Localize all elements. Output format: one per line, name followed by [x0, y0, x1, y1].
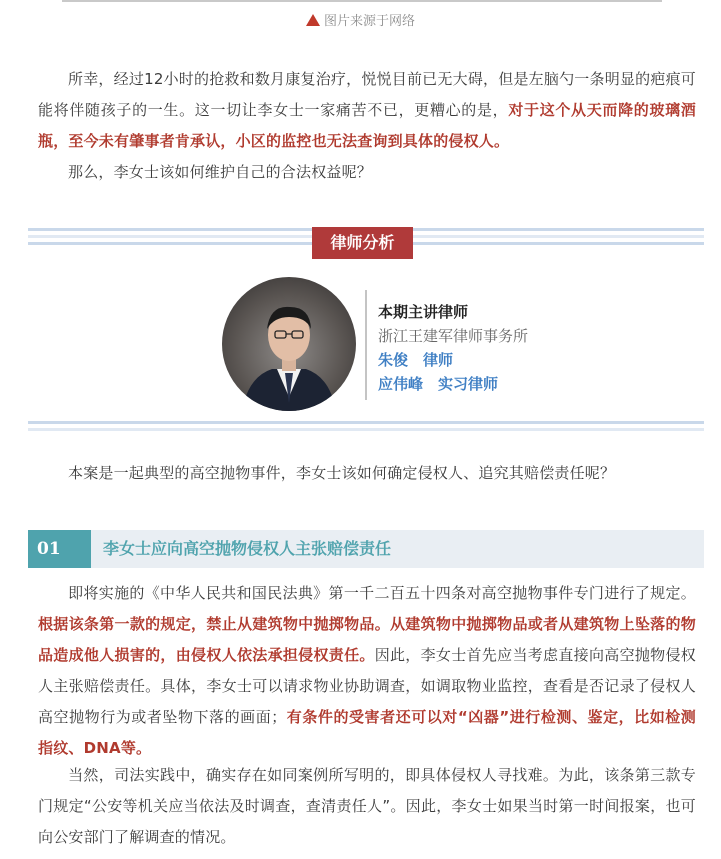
section-number: 01: [28, 530, 91, 568]
paragraph-4: 当然，司法实践中，确实存在如同案例所写明的，即具体侵权人寻找难。为此，该条第三款专门规定“公安等机关应当依法及时调查，查清责任人”。因此，李女士如果当时第一时间报案，也可向公安部门了解调查的情况。: [38, 766, 696, 846]
avatar-photo-icon: [222, 277, 356, 411]
highlight-text: 对于这个从天而降的玻璃酒瓶，至今未有肇事者肯承认，小区的监控也无法查询到具体的侵权人。: [38, 101, 696, 150]
law-firm: 浙江王建军律师事务所: [378, 327, 529, 345]
triangle-icon: [306, 14, 320, 26]
section-stripes-bottom: [28, 421, 704, 435]
lawyer-name-1: 朱俊 律师: [378, 351, 454, 369]
intro-paragraph: 本案是一起典型的高空抛物事件，李女士该如何确定侵权人、追究其赔偿责任呢？: [68, 464, 616, 482]
highlight-text: 根据该条第一款的规定，禁止从建筑物中抛掷物品。从建筑物中抛掷物品或者从建筑物上坠落的物品造成他人损害的，由侵权人依法承担侵权责任。: [38, 615, 696, 664]
lawyer-heading: 本期主讲律师: [378, 303, 469, 321]
lawyer-avatar: [222, 277, 356, 411]
analysis-badge: 律师分析: [312, 227, 413, 259]
paragraph-2: 那么，李女士该如何维护自己的合法权益呢？: [68, 163, 373, 181]
vertical-divider: [365, 290, 367, 400]
section-header: [28, 530, 704, 568]
paragraph-1: 所幸，经过12小时的抢救和数月康复治疗，悦悦目前已无大碍，但是左脑勺一条明显的疤痕可能将伴随孩子的一生。这一切让李女士一家痛苦不已，更糟心的是，对于这个从天而降的玻璃酒瓶，至今未有肇事者肯承认，小区的监控也无法查询到具体的侵权人。: [38, 70, 696, 150]
paragraph-3: 即将实施的《中华人民共和国民法典》第一千二百五十四条对高空抛物事件专门进行了规定。根据该条第一款的规定，禁止从建筑物中抛掷物品。从建筑物中抛掷物品或者从建筑物上坠落的物品造成他人损害的，由侵权人依法承担侵权责任。因此，李女士首先应当考虑直接向高空抛物侵权人主张赔偿责任。具体，李女士可以请求物业协助调查，如调取物业监控，查看是否记录了侵权人高空抛物行为或者坠物下落的画面；有条件的受害者还可以对“凶器”进行检测、鉴定，比如检测指纹、DNA等。: [38, 584, 697, 757]
section-title: 李女士应向高空抛物侵权人主张赔偿责任: [103, 539, 392, 558]
lawyer-info: [378, 300, 528, 396]
image-caption: 图片来源于网络: [0, 10, 721, 29]
top-divider: [62, 0, 662, 2]
highlight-text: 有条件的受害者还可以对“凶器”进行检测、鉴定，比如检测指纹、DNA等。: [38, 708, 697, 757]
lawyer-name-2: 应伟峰 实习律师: [378, 375, 499, 393]
